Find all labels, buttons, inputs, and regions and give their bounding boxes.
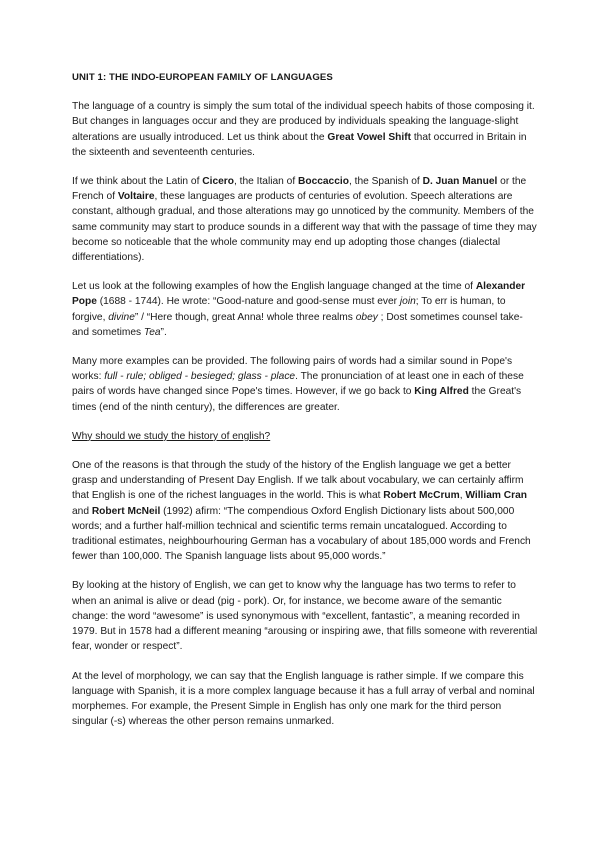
section-heading-why-study: Why should we study the history of english? xyxy=(72,430,271,442)
name-robert-mccrum: Robert McCrum xyxy=(383,490,460,502)
paragraph-language-evolution: If we think about the Latin of Cicero, the Italian of Boccaccio, the Spanish of D. Juan Manuel or the French of Voltaire, these languages are products of centuries of evolution. Speech alterations are constant, although gradual, and those alterations may go unnoticed by the community. Members of the same community may start to produce sounds in a different way that with the passage of time they may become so noticeable that the whole community may end up adopting those changes (dialectal differentiations). xyxy=(72,176,537,264)
name-voltaire: Voltaire xyxy=(117,191,155,203)
word-tea: Tea xyxy=(143,326,161,338)
paragraph-semantic-change: By looking at the history of English, we can get to know why the language has two terms to refer to when an animal is alive or dead (pig - pork). Or, for instance, we become aware of the semantic change: the word “awesome” is used synonymous with “excellent, fantastic”, a meaning recorded in 1979. But in 1578 had a different meaning “arousing or inspiring awe, that fills someone with reverential fear, wonder or respect”. xyxy=(72,580,538,653)
name-alexander-pope: Alexander Pope xyxy=(72,281,526,308)
term-great-vowel-shift: Great Vowel Shift xyxy=(327,131,412,143)
unit-title: UNIT 1: THE INDO-EUROPEAN FAMILY OF LANGUAGES xyxy=(72,72,333,83)
name-king-alfred: King Alfred xyxy=(414,386,469,398)
name-juan-manuel: D. Juan Manuel xyxy=(422,176,498,188)
name-boccaccio: Boccaccio xyxy=(297,176,349,188)
paragraph-vocabulary: One of the reasons is that through the study of the history of the English language we get a better grasp and understanding of Present Day English. If we talk about vocabulary, we can certainly affirm that English is one of the richest languages in the world. This is what Robert McCrum, William Cran and Robert McNeil (1992) afirm: “The compendious Oxford English Dictionary lists about 500,000 words; and a further half-million technical and scientific terms remain uncatalogued. According to traditional estimates, neighbourhouring German has a vocabulary of about 185,000 words and French fewer than 100,000. The Spanish language lists about 95,000 words.” xyxy=(72,460,531,563)
name-robert-mcneil: Robert McNeil xyxy=(91,505,161,517)
document-page xyxy=(72,70,538,743)
paragraph-alexander-pope: Let us look at the following examples of how the English language changed at the time of Alexander Pope (1688 - 1744). He wrote: “Good-nature and good-sense must ever join; To err is human, to forgive, divine” / “Here though, great Anna! whole three realms obey ; Dost sometimes counsel take-and sometimes Tea”. xyxy=(72,281,526,338)
word-divine: divine xyxy=(108,311,135,323)
paragraph-word-pairs: Many more examples can be provided. The following pairs of words had a similar sound in Pope's works: full - rule; obliged - besieged; glass - place. The pronunciation of at least one in each of these pairs of words have changed since Pope's times. However, if we go back to King Alfred the Great's times (end of the ninth century), the differences are greater. xyxy=(72,356,524,413)
name-cicero: Cicero xyxy=(202,176,234,188)
name-william-cran: William Cran xyxy=(465,490,527,502)
paragraph-great-vowel-shift: The language of a country is simply the sum total of the individual speech habits of those composing it. But changes in languages occur and they are produced by individuals speaking the language-slight alterations are usually introduced. Let us think about the Great Vowel Shift that occurred in Britain in the sixteenth and seventeenth centuries. xyxy=(72,101,535,158)
paragraph-morphology: At the level of morphology, we can say that the English language is rather simple. If we compare this language with Spanish, it is a more complex language because it has a full array of verbal and nominal morphemes. For example, the Present Simple in English has only one mark for the third person singular (-s) whereas the other person remains unmarked. xyxy=(72,670,535,728)
word-obey: obey xyxy=(355,311,378,323)
word-join: join xyxy=(399,296,416,308)
word-pairs: full - rule; obliged - besieged; glass - place xyxy=(104,371,296,383)
